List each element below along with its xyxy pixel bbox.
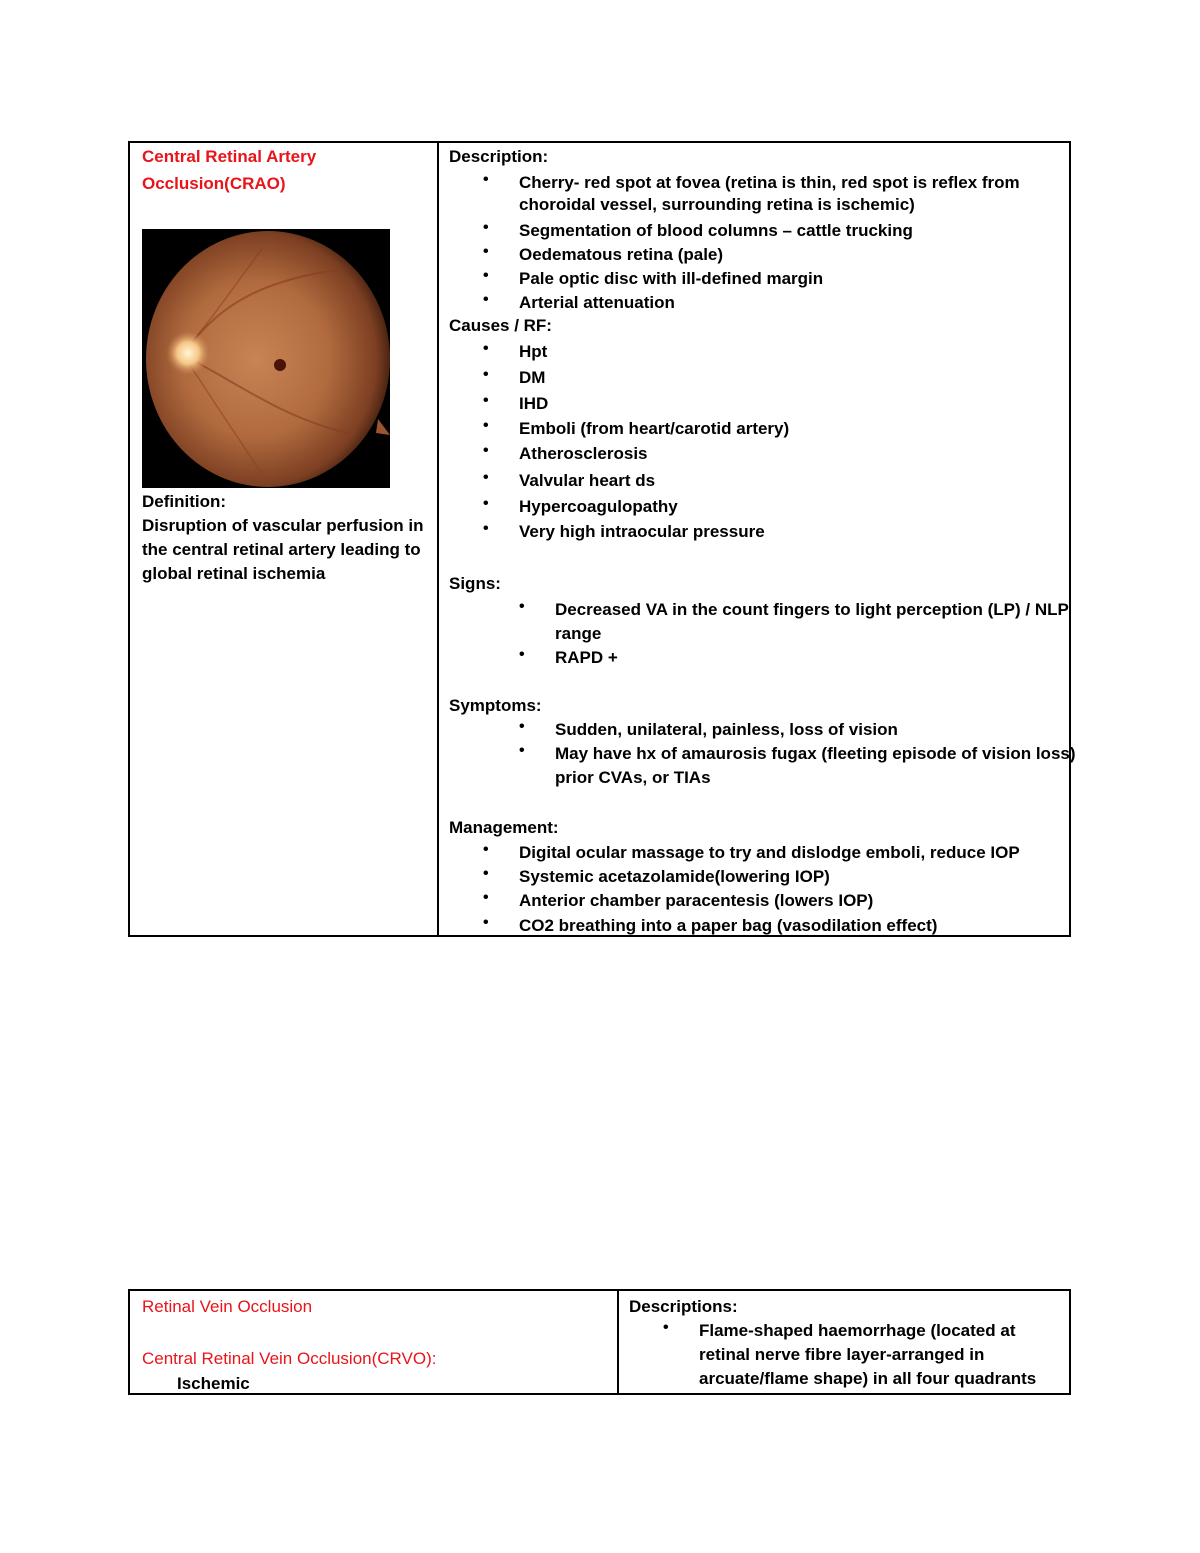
bullet-dot-icon: • bbox=[483, 495, 489, 512]
bullet-dot-icon: • bbox=[483, 171, 489, 188]
list-item-line: Cherry- red spot at fovea (retina is thin, red spot is reflex from bbox=[519, 173, 1020, 192]
bullet-dot-icon: • bbox=[483, 469, 489, 486]
list-item-line: Sudden, unilateral, painless, loss of vision bbox=[555, 720, 898, 739]
crao-table bbox=[128, 141, 1076, 937]
crao-right-cell bbox=[439, 143, 1076, 935]
list-item-line: Oedematous retina (pale) bbox=[519, 245, 724, 264]
list-item-line: CO2 breathing into a paper bag (vasodilation effect) bbox=[519, 916, 938, 935]
bullet-dot-icon: • bbox=[483, 442, 489, 459]
fundus-photo bbox=[142, 229, 390, 488]
list-item-line: Atherosclerosis bbox=[519, 444, 648, 463]
list-item-line: Arterial attenuation bbox=[519, 293, 675, 312]
list-item-line: Hypercoagulopathy bbox=[519, 497, 678, 516]
rvo-title: Retinal Vein Occlusion bbox=[142, 1297, 313, 1316]
list-item-line: Flame-shaped haemorrhage (located at bbox=[699, 1321, 1016, 1340]
bullet-dot-icon: • bbox=[483, 392, 489, 409]
bullet-dot-icon: • bbox=[483, 841, 489, 858]
list-item-line: retinal nerve fibre layer-arranged in bbox=[699, 1345, 985, 1364]
bullet-dot-icon: • bbox=[663, 1319, 669, 1336]
crvo-subtitle: Central Retinal Vein Occlusion(CRVO): bbox=[142, 1349, 437, 1368]
bullet-dot-icon: • bbox=[519, 598, 525, 615]
list-item-line: RAPD + bbox=[555, 648, 618, 667]
list-item-line: Emboli (from heart/carotid artery) bbox=[519, 419, 790, 438]
bullet-dot-icon: • bbox=[519, 742, 525, 759]
bullet-dot-icon: • bbox=[483, 417, 489, 434]
fundus-image bbox=[142, 229, 390, 488]
rvo-left-cell bbox=[130, 1291, 617, 1393]
bullet-dot-icon: • bbox=[483, 219, 489, 236]
bullet-dot-icon: • bbox=[519, 646, 525, 663]
list-item-line: IHD bbox=[519, 394, 549, 413]
bullet-dot-icon: • bbox=[519, 718, 525, 735]
list-item-line: Anterior chamber paracentesis (lowers IOP) bbox=[519, 891, 874, 910]
description-heading: Description: bbox=[449, 147, 549, 166]
bullet-dot-icon: • bbox=[483, 889, 489, 906]
definition-text-2: the central retinal artery leading to bbox=[142, 540, 421, 559]
list-item-line: Very high intraocular pressure bbox=[519, 522, 765, 541]
rvo-table bbox=[128, 1289, 1071, 1395]
list-item-line: Hpt bbox=[519, 342, 548, 361]
bullet-dot-icon: • bbox=[483, 291, 489, 308]
list-item-line: choroidal vessel, surrounding retina is ischemic) bbox=[519, 195, 915, 214]
list-item-line: Systemic acetazolamide(lowering IOP) bbox=[519, 867, 830, 886]
list-item-line: prior CVAs, or TIAs bbox=[555, 768, 711, 787]
definition-text-1: Disruption of vascular perfusion in bbox=[142, 516, 424, 535]
definition-text-3: global retinal ischemia bbox=[142, 564, 326, 583]
symptoms-heading: Symptoms: bbox=[449, 696, 542, 715]
bullet-dot-icon: • bbox=[483, 914, 489, 931]
list-item-line: Pale optic disc with ill-defined margin bbox=[519, 269, 824, 288]
list-item-line: range bbox=[555, 624, 602, 643]
bullet-dot-icon: • bbox=[483, 366, 489, 383]
list-item-line: Decreased VA in the count fingers to light perception (LP) / NLP bbox=[555, 600, 1069, 619]
list-item-line: Valvular heart ds bbox=[519, 471, 656, 490]
signs-heading: Signs: bbox=[449, 574, 501, 593]
list-item-line: Digital ocular massage to try and dislodge emboli, reduce IOP bbox=[519, 843, 1020, 862]
bullet-dot-icon: • bbox=[483, 520, 489, 537]
management-heading: Management: bbox=[449, 818, 559, 837]
list-item-line: arcuate/flame shape) in all four quadrants bbox=[699, 1369, 1037, 1388]
bullet-dot-icon: • bbox=[483, 340, 489, 357]
crvo-type: Ischemic bbox=[177, 1374, 250, 1393]
crao-left-cell bbox=[130, 143, 437, 935]
bullet-dot-icon: • bbox=[483, 267, 489, 284]
list-item-line: DM bbox=[519, 368, 546, 387]
crao-title-line-2: Occlusion(CRAO) bbox=[142, 174, 286, 193]
causes-heading: Causes / RF: bbox=[449, 316, 552, 335]
bullet-dot-icon: • bbox=[483, 865, 489, 882]
crao-title-line-1: Central Retinal Artery bbox=[142, 147, 317, 166]
rvo-right-cell bbox=[619, 1291, 1069, 1393]
descriptions-heading: Descriptions: bbox=[629, 1297, 738, 1316]
bullet-dot-icon: • bbox=[483, 243, 489, 260]
list-item-line: Segmentation of blood columns – cattle trucking bbox=[519, 221, 913, 240]
definition-label: Definition: bbox=[142, 492, 227, 511]
list-item-line: May have hx of amaurosis fugax (fleeting episode of vision loss) bbox=[555, 744, 1076, 763]
